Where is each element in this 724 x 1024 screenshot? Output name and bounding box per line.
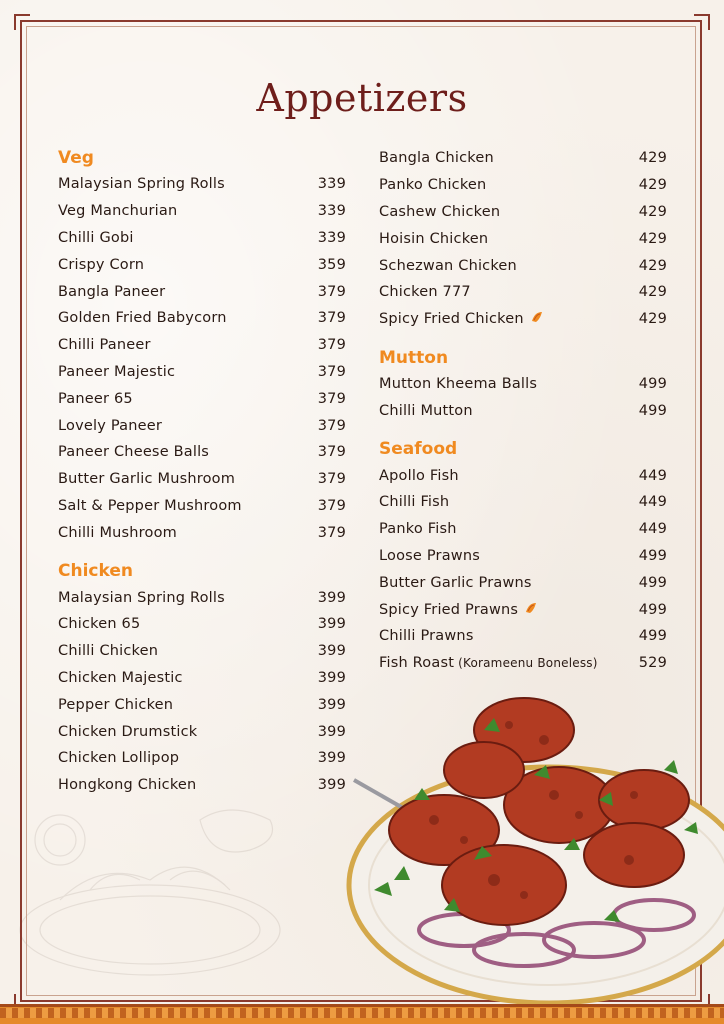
menu-item-price: 449 xyxy=(638,467,667,484)
menu-item-price: 379 xyxy=(317,471,346,488)
menu-item-name: Spicy Fried Chicken xyxy=(379,310,544,328)
menu-item-price: 429 xyxy=(638,203,667,220)
menu-item-price: 399 xyxy=(317,750,346,767)
menu-item-price: 429 xyxy=(638,284,667,301)
section-title: Seafood xyxy=(379,439,458,460)
menu-item xyxy=(58,466,346,493)
menu-item-price: 379 xyxy=(317,417,346,434)
menu-item-name: Bangla Chicken xyxy=(379,150,494,167)
menu-item-name: Apollo Fish xyxy=(379,467,459,484)
decorative-border-band xyxy=(0,1004,724,1024)
section-title: Mutton xyxy=(379,347,449,368)
menu-item-name: Loose Prawns xyxy=(379,547,480,564)
menu-item xyxy=(379,569,667,596)
menu-item-price: 429 xyxy=(638,257,667,274)
section-gap xyxy=(379,333,667,345)
section-gap xyxy=(379,424,667,436)
menu-item xyxy=(379,252,667,279)
menu-item xyxy=(379,145,667,172)
menu-column-right xyxy=(379,145,667,677)
menu-item-name: Veg Manchurian xyxy=(58,203,178,220)
menu-item xyxy=(379,596,667,623)
menu-item-name: Butter Garlic Mushroom xyxy=(58,471,236,488)
menu-item xyxy=(379,172,667,199)
menu-item-price: 379 xyxy=(317,390,346,407)
menu-item-price: 379 xyxy=(317,310,346,327)
menu-item-name: Chilli Gobi xyxy=(58,229,134,246)
menu-item xyxy=(58,772,346,799)
menu-item xyxy=(379,462,667,489)
menu-item-price: 529 xyxy=(638,655,667,672)
menu-column-left xyxy=(58,145,346,799)
menu-item-name: Malaysian Spring Rolls xyxy=(58,176,225,193)
menu-item-price: 399 xyxy=(317,669,346,686)
menu-item-name: Panko Chicken xyxy=(379,177,487,194)
menu-item-price: 379 xyxy=(317,524,346,541)
corner-ornament xyxy=(694,14,710,30)
menu-item-price: 429 xyxy=(638,177,667,194)
menu-item xyxy=(58,225,346,252)
menu-item-name: Crispy Corn xyxy=(58,256,145,273)
menu-item-price: 499 xyxy=(638,402,667,419)
section-title: Veg xyxy=(58,148,94,168)
menu-item xyxy=(58,305,346,332)
menu-item-name: Golden Fried Babycorn xyxy=(58,310,227,327)
menu-item xyxy=(58,439,346,466)
menu-item-price: 499 xyxy=(638,628,667,645)
menu-item-name: Salt & Pepper Mushroom xyxy=(58,497,242,514)
menu-item-price: 449 xyxy=(638,521,667,538)
menu-item-name: Hoisin Chicken xyxy=(379,230,489,247)
menu-item-name: Pepper Chicken xyxy=(58,696,174,713)
menu-item xyxy=(58,519,346,546)
menu-item-name: Hongkong Chicken xyxy=(58,777,197,794)
menu-item-price: 379 xyxy=(317,337,346,354)
menu-item xyxy=(379,306,667,333)
menu-item-price: 379 xyxy=(317,283,346,300)
menu-item-price: 499 xyxy=(638,601,667,618)
menu-item-name: Chilli Chicken xyxy=(58,643,159,660)
menu-item-price: 399 xyxy=(317,616,346,633)
menu-item-name: Paneer 65 xyxy=(58,390,133,407)
menu-item xyxy=(379,650,667,677)
menu-item-note: (Korameenu Boneless) xyxy=(458,656,598,671)
chili-flame-icon xyxy=(530,310,544,328)
menu-item xyxy=(379,397,667,424)
menu-item-price: 399 xyxy=(317,777,346,794)
menu-item-price: 399 xyxy=(317,589,346,606)
menu-item-name: Mutton Kheema Balls xyxy=(379,375,538,392)
menu-item xyxy=(58,718,346,745)
menu-item xyxy=(379,279,667,306)
menu-item-price: 499 xyxy=(638,574,667,591)
corner-ornament xyxy=(14,14,30,30)
menu-item-price: 399 xyxy=(317,696,346,713)
menu-item-name: Chilli Mutton xyxy=(379,402,473,419)
menu-item xyxy=(379,543,667,570)
menu-item xyxy=(379,371,667,398)
menu-item xyxy=(58,584,346,611)
menu-item-name: Fish Roast (Korameenu Boneless) xyxy=(379,655,598,672)
menu-item-price: 499 xyxy=(638,375,667,392)
menu-item xyxy=(58,251,346,278)
menu-item-price: 339 xyxy=(317,176,346,193)
menu-item xyxy=(58,493,346,520)
menu-item-name: Chilli Mushroom xyxy=(58,524,177,541)
menu-item-price: 399 xyxy=(317,643,346,660)
menu-item-name: Chilli Paneer xyxy=(58,337,151,354)
menu-item xyxy=(58,198,346,225)
menu-item xyxy=(58,611,346,638)
section-title: Chicken xyxy=(58,561,133,582)
menu-item-name: Chicken 65 xyxy=(58,616,141,633)
menu-item-name: Cashew Chicken xyxy=(379,203,501,220)
menu-item xyxy=(379,623,667,650)
menu-item-name: Paneer Cheese Balls xyxy=(58,444,210,461)
menu-item xyxy=(379,489,667,516)
menu-item-price: 379 xyxy=(317,497,346,514)
menu-item xyxy=(58,385,346,412)
menu-item-name: Schezwan Chicken xyxy=(379,257,517,274)
menu-item xyxy=(379,516,667,543)
menu-item xyxy=(58,638,346,665)
menu-item-price: 339 xyxy=(317,203,346,220)
menu-item-name: Chicken Lollipop xyxy=(58,750,180,767)
menu-item-price: 399 xyxy=(317,723,346,740)
chili-flame-icon xyxy=(524,601,538,619)
menu-item-name: Malaysian Spring Rolls xyxy=(58,589,225,606)
menu-item xyxy=(58,359,346,386)
menu-item xyxy=(58,745,346,772)
menu-item-name: Chicken Majestic xyxy=(58,669,183,686)
menu-item-name: Paneer Majestic xyxy=(58,363,176,380)
menu-item-name: Chicken 777 xyxy=(379,284,471,301)
menu-item xyxy=(379,199,667,226)
menu-item-name: Lovely Paneer xyxy=(58,417,162,434)
page-title: Appetizers xyxy=(256,76,468,120)
menu-item-price: 499 xyxy=(638,547,667,564)
menu-item-name: Butter Garlic Prawns xyxy=(379,574,532,591)
chicken-dish-illustration xyxy=(334,680,724,1010)
menu-item xyxy=(58,278,346,305)
menu-item xyxy=(58,332,346,359)
menu-item-name: Panko Fish xyxy=(379,521,457,538)
menu-item-price: 449 xyxy=(638,494,667,511)
menu-item-price: 429 xyxy=(638,311,667,328)
menu-item-price: 429 xyxy=(638,150,667,167)
menu-item-name: Chicken Drumstick xyxy=(58,723,198,740)
section-gap xyxy=(58,546,346,558)
menu-item-name: Chilli Prawns xyxy=(379,628,474,645)
menu-item xyxy=(379,225,667,252)
menu-item-name: Chilli Fish xyxy=(379,494,450,511)
menu-item-name: Bangla Paneer xyxy=(58,283,166,300)
menu-item xyxy=(58,412,346,439)
menu-item xyxy=(58,691,346,718)
menu-item-price: 339 xyxy=(317,229,346,246)
menu-item-price: 379 xyxy=(317,363,346,380)
menu-item xyxy=(58,171,346,198)
menu-item xyxy=(58,665,346,692)
menu-item-price: 379 xyxy=(317,444,346,461)
menu-item-name: Spicy Fried Prawns xyxy=(379,601,538,619)
menu-item-price: 429 xyxy=(638,230,667,247)
menu-item-price: 359 xyxy=(317,256,346,273)
